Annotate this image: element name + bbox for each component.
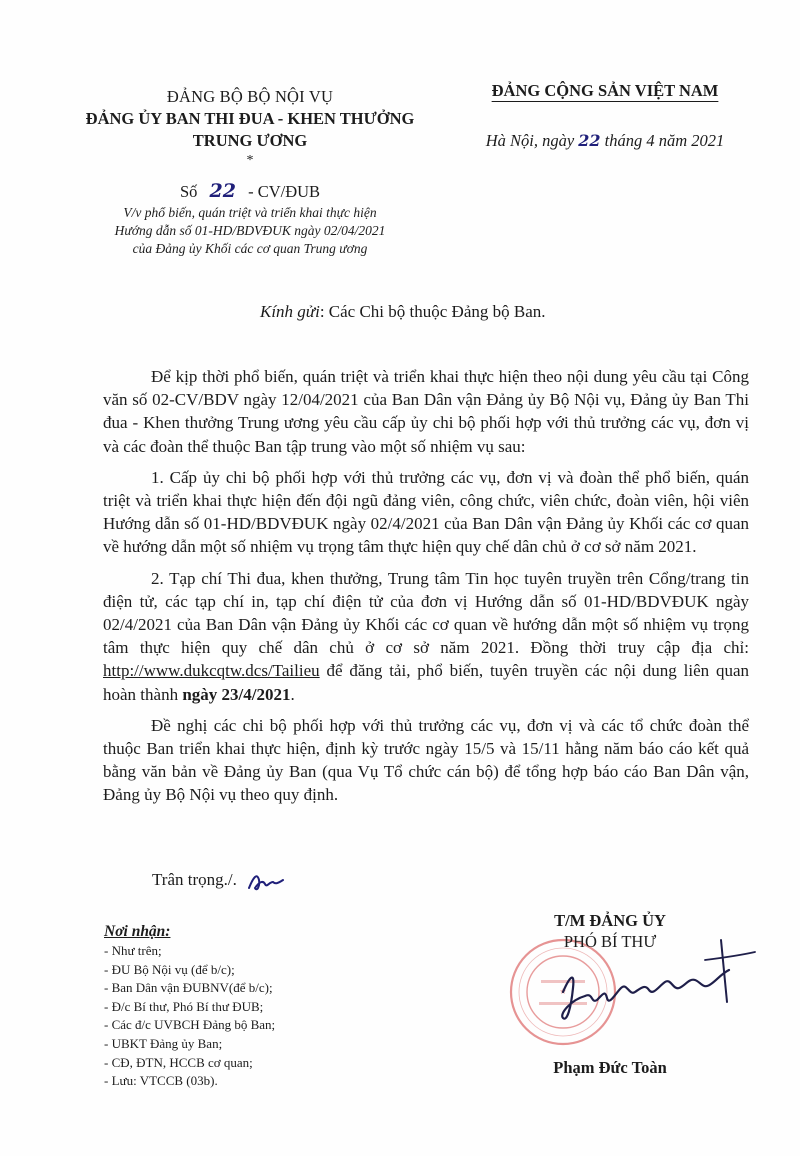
parent-organization: ĐẢNG BỘ BỘ NỘI VỤ xyxy=(166,87,334,106)
body-paragraph-3 xyxy=(103,567,749,706)
recipient-item: - ĐU Bộ Nội vụ (để b/c); xyxy=(104,961,235,977)
date-suffix: tháng 4 năm 2021 xyxy=(604,131,725,150)
signer-name: Phạm Đức Toàn xyxy=(553,1058,667,1077)
document-number-prefix: Số xyxy=(179,182,198,201)
initials-mark xyxy=(245,866,287,901)
recipient-item: - CĐ, ĐTN, HCCB cơ quan; xyxy=(104,1054,253,1070)
recipient-item: - Các đ/c UVBCH Đảng bộ Ban; xyxy=(104,1017,276,1033)
issuer-header xyxy=(60,86,440,257)
recipient-item: - Đ/c Bí thư, Phó Bí thư ĐUB; xyxy=(104,998,264,1014)
body-paragraph-4: Đề nghị các chi bộ phối hợp với thủ trưởng các vụ, đơn vị và các tổ chức đoàn thể thuộc Ban triển khai thực hiện, định kỳ trước ngày 15/5 và 15/11 hằng năm báo cáo kết quả bằng văn bản về Đảng ủy Ban (qua Vụ Tổ chức cán bộ) để tổng hợp báo cáo Ban Dân vận, Đảng ủy Bộ Nội vụ theo quy định. xyxy=(103,715,749,805)
greeting-label: Kính gửi xyxy=(260,302,320,321)
issue-date xyxy=(440,130,770,152)
recipients-title: Nơi nhận: xyxy=(104,923,171,940)
document-number xyxy=(60,180,440,203)
document-number-suffix: - CV/ĐUB xyxy=(248,182,321,201)
greeting-text: : Các Chi bộ thuộc Đảng bộ Ban. xyxy=(319,302,546,321)
header-star: * xyxy=(246,153,254,168)
document-portal-link[interactable]: http://www.dukcqtw.dcs/Tailieu xyxy=(103,661,320,681)
party-header xyxy=(440,80,770,152)
signer-on-behalf: T/M ĐẢNG ỦY xyxy=(554,911,666,930)
handwritten-signature xyxy=(545,930,775,1045)
deadline-date: ngày 23/4/2021 xyxy=(182,684,291,704)
party-name: ĐẢNG CỘNG SẢN VIỆT NAM xyxy=(491,81,719,100)
document-body xyxy=(103,365,749,815)
paragraph-3-text-b: để đăng tải, phổ biến, tuyên truyền các nội dung liên quan hoàn thành xyxy=(103,661,749,704)
closing-regards: Trân trọng./. xyxy=(152,870,237,889)
recipients-list xyxy=(104,922,424,1091)
body-paragraph-1: Để kịp thời phổ biến, quán triệt và triển khai thực hiện theo nội dung yêu cầu tại Công văn số 02-CV/BDV ngày 12/04/2021 của Ban Dân vận Đảng ủy Bộ Nội vụ, Đảng ủy Ban Thi đua - Khen thưởng Trung ương yêu cầu cấp ủy chi bộ phối hợp với thủ trưởng các vụ, đơn vị và các đoàn thể thuộc Ban tập trung vào một số nhiệm vụ sau: xyxy=(103,367,749,456)
svg-text:★: ★ xyxy=(559,987,567,996)
paragraph-3-text-a: 2. Tạp chí Thi đua, khen thưởng, Trung tâm Tin học tuyên truyền trên Cổng/trang tin điện tử, các tạp chí in, tạp chí điện tử của đơn vị Hướng dẫn số 01-HD/BDVĐUK ngày 02/4/2021 của Ban Dân vận Đảng ủy Khối các cơ quan về hướng dẫn một số nhiệm vụ trọng tâm thực hiện quy chế dân chủ ở cơ sở năm 2021. Đồng thời truy cập địa chỉ: xyxy=(103,568,749,658)
signer-position: PHÓ BÍ THƯ xyxy=(563,932,657,951)
paragraph-3-end: . xyxy=(290,684,295,704)
recipient-item: - Lưu: VTCCB (03b). xyxy=(104,1073,218,1089)
body-paragraph-2: 1. Cấp ủy chi bộ phối hợp với thủ trưởng các vụ, đơn vị và đoàn thể phổ biến, quán triệt và triển khai thực hiện đến đội ngũ đảng viên, công chức, viên chức, đoàn viên, hội viên Hướng dẫn số 01-HD/BDVĐUK ngày 02/4/2021 của Ban Dân vận Đảng ủy Khối các cơ quan về hướng dẫn một số nhiệm vụ trọng tâm thực hiện quy chế dân chủ ở cơ sở năm 2021. xyxy=(103,467,749,557)
date-day: 22 xyxy=(578,131,601,150)
issuer-name-line2: TRUNG ƯƠNG xyxy=(192,131,308,150)
greeting xyxy=(260,302,546,322)
recipient-item: - UBKT Đảng ủy Ban; xyxy=(104,1035,223,1051)
subject-line-1: V/v phổ biến, quán triệt và triển khai thực hiện xyxy=(123,205,377,220)
document-number-value: 22 xyxy=(209,180,236,202)
recipient-item: - Ban Dân vận ĐUBNV(để b/c); xyxy=(104,980,273,996)
date-prefix: Hà Nội, ngày xyxy=(485,131,575,150)
subject-line-2: Hướng dẫn số 01-HD/BDVĐUK ngày 02/04/2021 xyxy=(114,223,386,238)
issuer-name-line1: ĐẢNG ỦY BAN THI ĐUA - KHEN THƯỞNG xyxy=(85,109,415,128)
subject-line-3: của Đảng ủy Khối các cơ quan Trung ương xyxy=(132,241,368,256)
recipient-item: - Như trên; xyxy=(104,943,162,958)
